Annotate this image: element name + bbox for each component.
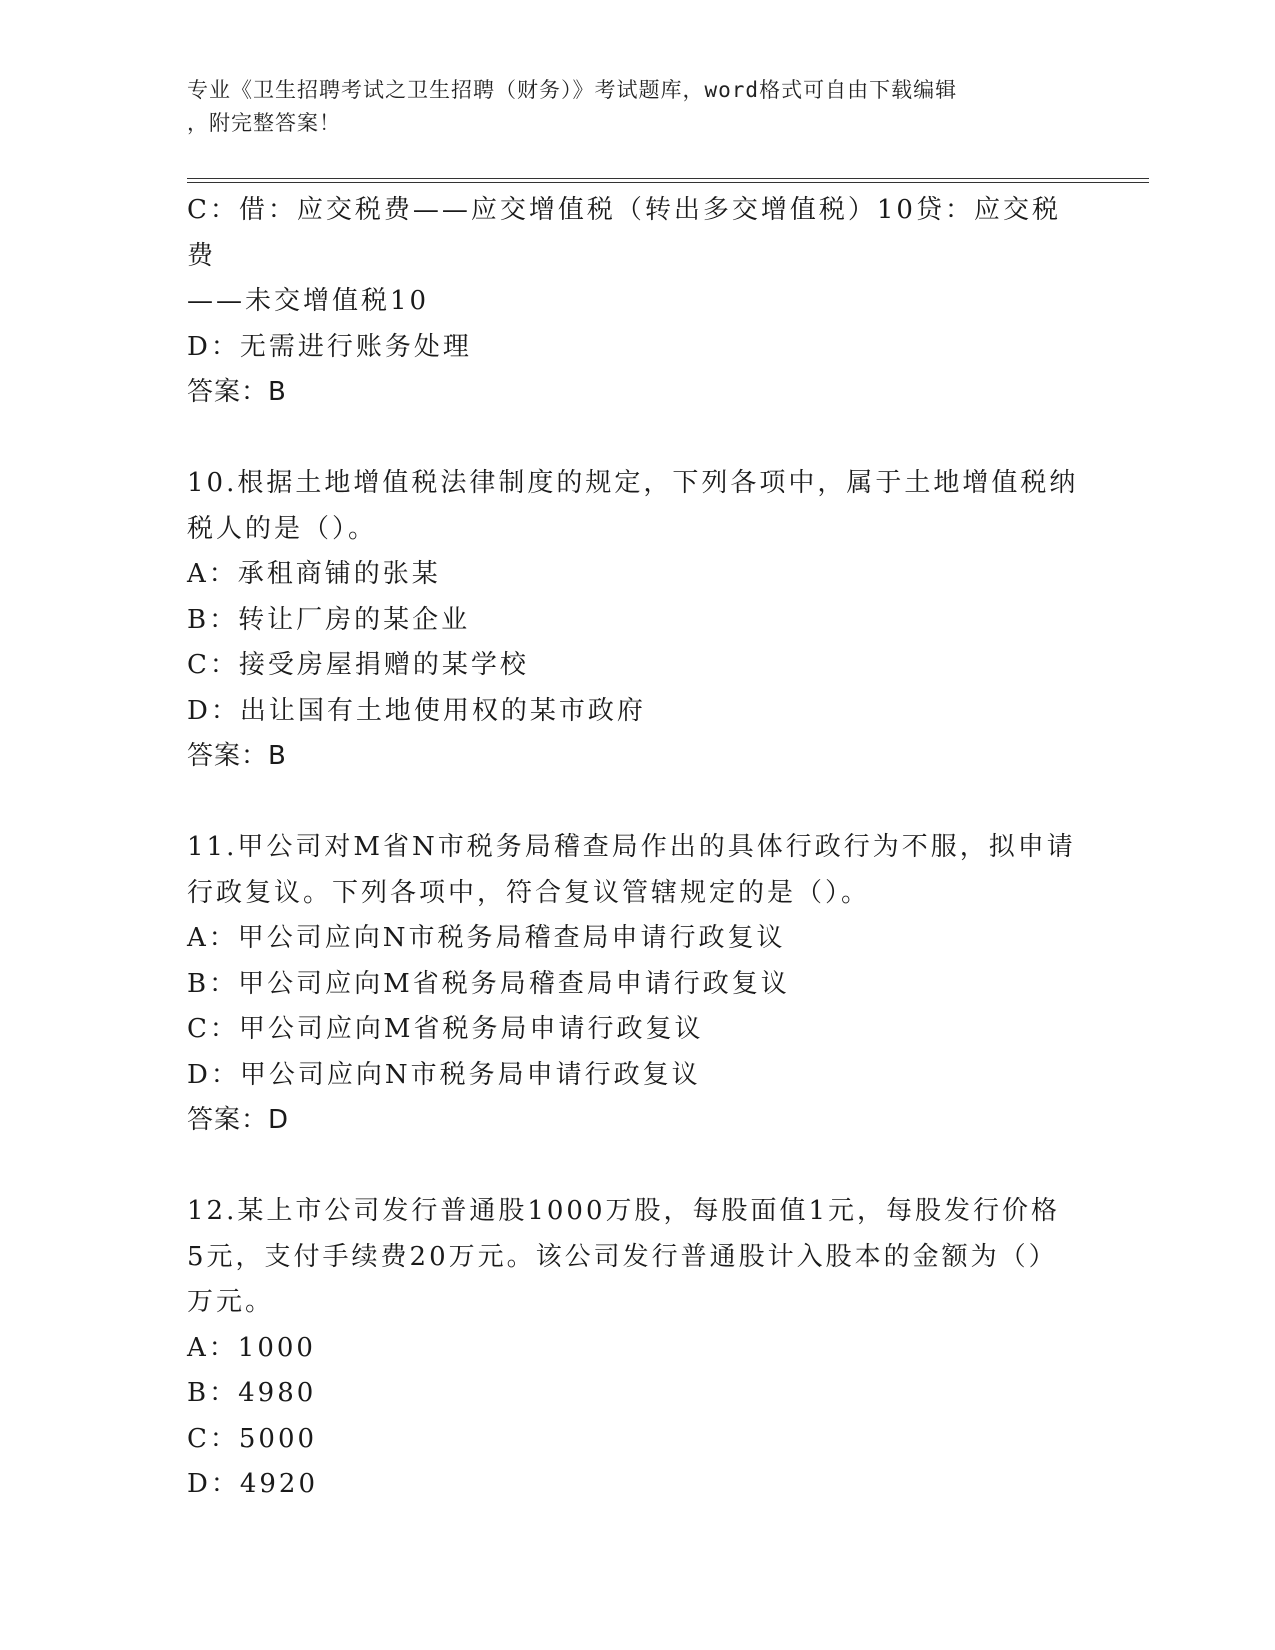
page-header — [187, 74, 1067, 140]
header-divider-bottom — [187, 182, 1149, 183]
option-b: B：转让厂房的某企业 — [187, 604, 471, 635]
header-line-1: 专业《卫生招聘考试之卫生招聘（财务）》考试题库，word格式可自由下载编辑 — [187, 78, 958, 102]
header-divider-top — [187, 178, 1149, 179]
question-content — [187, 188, 1087, 1508]
option-b: B：甲公司应向M省税务局稽查局申请行政复议 — [187, 968, 790, 999]
question-stem-line: 万元。 — [187, 1287, 275, 1317]
option-d: D：无需进行账务处理 — [187, 331, 472, 362]
spacer — [187, 780, 1087, 826]
option-a: A：甲公司应向N市税务局稽查局申请行政复议 — [187, 923, 786, 953]
question-9-continued — [187, 188, 1087, 416]
option-c-line-1: C：借：应交税费——应交增值税（转出多交增值税）10贷：应交税费 — [187, 195, 1061, 271]
answer: 答案：D — [187, 1105, 290, 1135]
question-stem-line: 行政复议。下列各项中，符合复议管辖规定的是（）。 — [187, 877, 871, 908]
option-a: A：承租商铺的张某 — [187, 559, 441, 589]
option-d: D：甲公司应向N市税务局申请行政复议 — [187, 1059, 701, 1090]
header-line-2: ，附完整答案！ — [187, 111, 341, 135]
question-stem-line: 税人的是（）。 — [187, 513, 378, 544]
question-stem-line: 10.根据土地增值税法律制度的规定，下列各项中，属于土地增值税纳 — [187, 468, 1079, 498]
answer: 答案：B — [187, 377, 287, 407]
option-d: D：出让国有土地使用权的某市政府 — [187, 695, 646, 726]
option-c: C：5000 — [187, 1423, 318, 1454]
question-stem-line: 12.某上市公司发行普通股1000万股，每股面值1元，每股发行价格 — [187, 1196, 1061, 1226]
option-b: B：4980 — [187, 1378, 317, 1408]
spacer — [187, 416, 1087, 462]
question-11 — [187, 825, 1087, 1144]
question-stem-line: 5元，支付手续费20万元。该公司发行普通股计入股本的金额为（） — [187, 1241, 1058, 1272]
answer: 答案：B — [187, 741, 287, 771]
option-a: A：1000 — [187, 1332, 316, 1363]
question-12 — [187, 1189, 1087, 1508]
spacer — [187, 1144, 1087, 1190]
question-10 — [187, 461, 1087, 780]
option-c: C：甲公司应向M省税务局申请行政复议 — [187, 1014, 704, 1044]
option-c-line-2: ——未交增值税10 — [187, 286, 430, 316]
option-d: D：4920 — [187, 1469, 319, 1499]
question-stem-line: 11.甲公司对M省N市税务局稽查局作出的具体行政行为不服，拟申请 — [187, 832, 1076, 862]
option-c: C：接受房屋捐赠的某学校 — [187, 650, 529, 680]
